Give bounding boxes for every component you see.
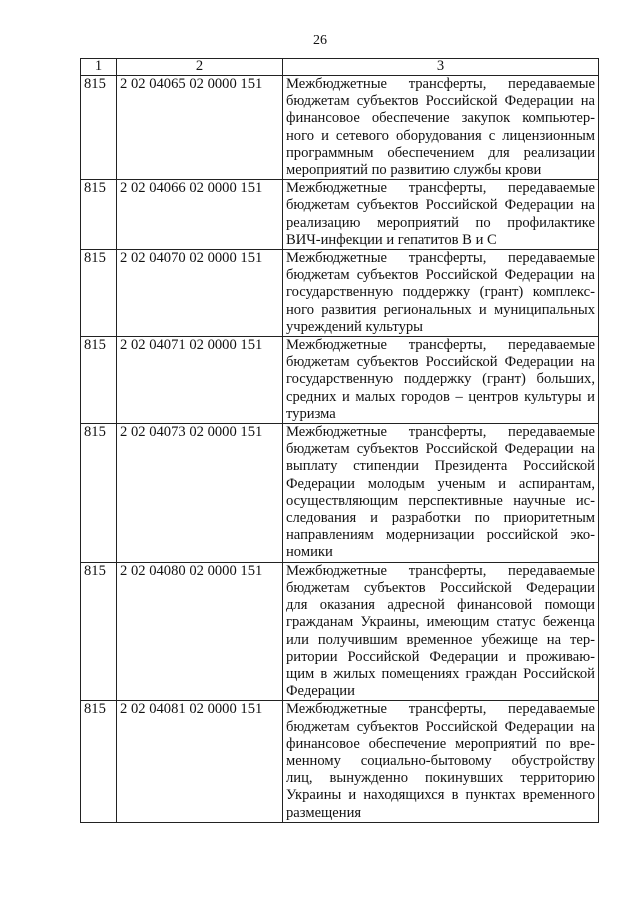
description-line: государственную поддержку (грант) больших, bbox=[286, 371, 595, 388]
description-line: Межбюджетные трансферты, передаваемые bbox=[286, 250, 595, 267]
description-line: Межбюджетные трансферты, передаваемые bbox=[286, 180, 595, 197]
admin-code-cell: 815 bbox=[81, 76, 117, 180]
budget-code-cell: 2 02 04071 02 0000 151 bbox=[117, 337, 283, 424]
description-line: менному социально-бытовому обустройству bbox=[286, 752, 595, 769]
table-row bbox=[81, 76, 599, 180]
description-line: лиц, вынужденно покинувших территорию bbox=[286, 770, 595, 787]
header-row bbox=[81, 59, 599, 76]
description-cell bbox=[283, 76, 599, 180]
budget-code-cell: 2 02 04081 02 0000 151 bbox=[117, 701, 283, 822]
description-line: бюджетам субъектов Российской Федерации bbox=[286, 579, 595, 596]
description-line: Межбюджетные трансферты, передаваемые bbox=[286, 562, 595, 579]
description-line: бюджетам субъектов Российской Федерации на bbox=[286, 441, 595, 458]
admin-code-cell: 815 bbox=[81, 250, 117, 337]
budget-code-cell: 2 02 04080 02 0000 151 bbox=[117, 562, 283, 701]
description-line: осуществляющим перспективные научные ис- bbox=[286, 492, 595, 509]
description-line: бюджетам субъектов Российской Федерации на bbox=[286, 354, 595, 371]
description-line: учреждений культуры bbox=[286, 318, 423, 335]
description-line: Межбюджетные трансферты, передаваемые bbox=[286, 76, 595, 92]
admin-code-cell: 815 bbox=[81, 424, 117, 563]
description-cell bbox=[283, 250, 599, 337]
budget-code-cell: 2 02 04065 02 0000 151 bbox=[117, 76, 283, 180]
description-line: реализацию мероприятий по профилактике bbox=[286, 214, 595, 231]
table-row bbox=[81, 337, 599, 424]
description-line: финансовое обеспечение мероприятий по вре- bbox=[286, 735, 595, 752]
budget-code-cell: 2 02 04070 02 0000 151 bbox=[117, 250, 283, 337]
description-cell bbox=[283, 337, 599, 424]
description-line: Межбюджетные трансферты, передаваемые bbox=[286, 701, 595, 718]
column-header-3: 3 bbox=[283, 59, 599, 76]
column-header-2: 2 bbox=[117, 59, 283, 76]
budget-code-cell: 2 02 04066 02 0000 151 bbox=[117, 180, 283, 250]
description-line: для оказания адресной финансовой помощи bbox=[286, 597, 595, 614]
description-line: Федерации bbox=[286, 683, 355, 700]
description-cell bbox=[283, 562, 599, 701]
table-row bbox=[81, 180, 599, 250]
description-line: финансовое обеспечение закупок компьютер- bbox=[286, 110, 595, 127]
description-line: государственную поддержку (грант) комплекс- bbox=[286, 284, 595, 301]
admin-code-cell: 815 bbox=[81, 337, 117, 424]
description-line: или получившим временное убежище на тер- bbox=[286, 631, 595, 648]
description-line: Федерации молодым ученым и аспирантам, bbox=[286, 475, 595, 492]
description-line: бюджетам субъектов Российской Федерации на bbox=[286, 267, 595, 284]
description-line: следования и разработки по приоритетным bbox=[286, 510, 595, 527]
description-line: ритории Российской Федерации и проживаю- bbox=[286, 648, 595, 665]
description-cell bbox=[283, 701, 599, 822]
description-line: номики bbox=[286, 544, 333, 561]
column-header-1: 1 bbox=[81, 59, 117, 76]
table-body bbox=[81, 76, 599, 823]
description-line: туризма bbox=[286, 405, 336, 422]
admin-code-cell: 815 bbox=[81, 562, 117, 701]
description-line: программным обеспечением для реализации bbox=[286, 144, 595, 161]
description-line: гражданам Украины, имеющим статус беженца bbox=[286, 614, 595, 631]
description-line: бюджетам субъектов Российской Федерации на bbox=[286, 93, 595, 110]
description-line: Украины и находящихся в пунктах временного bbox=[286, 787, 595, 804]
description-cell bbox=[283, 424, 599, 563]
table-row bbox=[81, 701, 599, 822]
table-row bbox=[81, 562, 599, 701]
description-line: ного развития региональных и муниципальных bbox=[286, 301, 595, 318]
admin-code-cell: 815 bbox=[81, 180, 117, 250]
description-line: Межбюджетные трансферты, передаваемые bbox=[286, 337, 595, 354]
table-row bbox=[81, 424, 599, 563]
description-line: направлениям модернизации российской эко- bbox=[286, 527, 595, 544]
description-line: средних и малых городов – центров культуры и bbox=[286, 388, 595, 405]
description-line: размещения bbox=[286, 804, 362, 821]
budget-classification-table bbox=[80, 58, 599, 823]
description-line: щим в жилых помещениях граждан Российской bbox=[286, 665, 595, 682]
description-line: ВИЧ-инфекции и гепатитов В и С bbox=[286, 231, 497, 248]
description-line: мероприятий по развитию службы крови bbox=[286, 162, 542, 179]
description-line: бюджетам субъектов Российской Федерации на bbox=[286, 197, 595, 214]
description-line: ного и сетевого оборудования с лицензионным bbox=[286, 127, 595, 144]
description-line: выплату стипендии Президента Российской bbox=[286, 458, 595, 475]
table-row bbox=[81, 250, 599, 337]
description-line: Межбюджетные трансферты, передаваемые bbox=[286, 424, 595, 441]
budget-code-cell: 2 02 04073 02 0000 151 bbox=[117, 424, 283, 563]
page-number: 26 bbox=[313, 33, 327, 48]
admin-code-cell: 815 bbox=[81, 701, 117, 822]
description-cell bbox=[283, 180, 599, 250]
description-line: бюджетам субъектов Российской Федерации на bbox=[286, 718, 595, 735]
